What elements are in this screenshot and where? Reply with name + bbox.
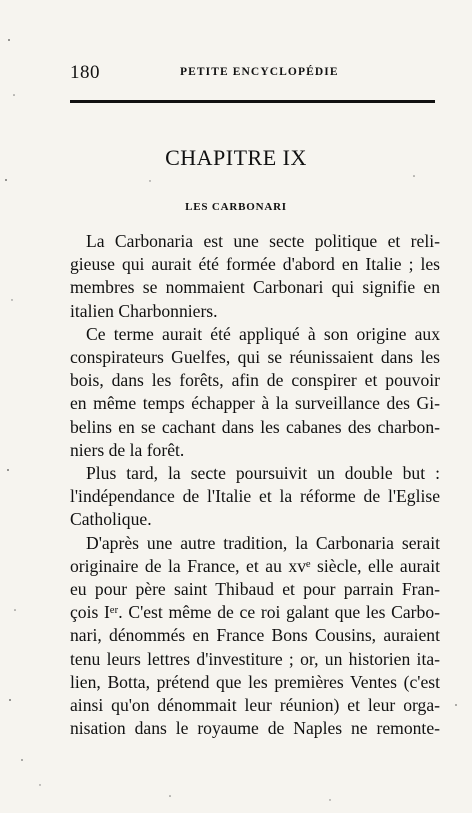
paragraph: [70, 462, 440, 532]
chapter-subtitle: LES CARBONARI: [185, 201, 287, 213]
text-line: çois Iᵉʳ. C'est même de ce roi galant que les Carbo-: [70, 602, 440, 623]
header-rule: [70, 100, 435, 103]
text-line: niers de la forêt.: [70, 439, 185, 460]
text-line: belins en se cachant dans les cabanes des charbon-: [70, 416, 440, 437]
paragraph: [70, 230, 440, 323]
text-line: tenu leurs lettres d'investiture ; or, un historien ita-: [70, 648, 440, 669]
text-line: lien, Botta, prétend que les premières Ventes (c'est: [70, 671, 440, 692]
text-line: membres se nommaient Carbonari qui signifie en: [70, 277, 440, 298]
paragraph: [70, 532, 440, 741]
text-line: originaire de la France, et au xvᵉ siècle, elle aurait: [70, 555, 440, 576]
text-line: Catholique.: [70, 509, 152, 530]
text-line: gieuse qui aurait été formée d'abord en Italie ; les: [70, 254, 440, 275]
text-line: conspirateurs Guelfes, qui se réunissaient dans les: [70, 347, 440, 368]
running-header: [70, 62, 436, 88]
text-line: D'après une autre tradition, la Carbonaria serait: [86, 532, 440, 553]
text-line: l'indépendance de l'Italie et la réforme de l'Eglise: [70, 486, 440, 507]
text-line: en même temps échapper à la surveillance des Gi-: [70, 393, 440, 414]
text-line: Plus tard, la secte poursuivit un double but :: [86, 463, 440, 484]
chapter-title: CHAPITRE IX: [165, 145, 307, 170]
text-line: nisation dans le royaume de Naples ne remonte-: [70, 718, 440, 739]
running-title: PETITE ENCYCLOPÉDIE: [180, 66, 339, 78]
body-text: [70, 230, 440, 740]
text-line: nari, dénommés en France Bons Cousins, auraient: [70, 625, 440, 646]
text-line: Ce terme aurait été appliqué à son origine aux: [86, 323, 440, 344]
text-line: italien Charbonniers.: [70, 300, 218, 321]
text-line: bois, dans les forêts, afin de conspirer et pouvoir: [70, 370, 440, 391]
text-line: ainsi qu'on dénommait leur réunion) et leur orga-: [70, 695, 440, 716]
text-line: La Carbonaria est une secte politique et reli-: [86, 231, 440, 251]
text-line: eu pour père saint Thibaud et pour parrain Fran-: [70, 579, 440, 600]
paragraph: [70, 323, 440, 462]
page-number: 180: [70, 62, 100, 83]
